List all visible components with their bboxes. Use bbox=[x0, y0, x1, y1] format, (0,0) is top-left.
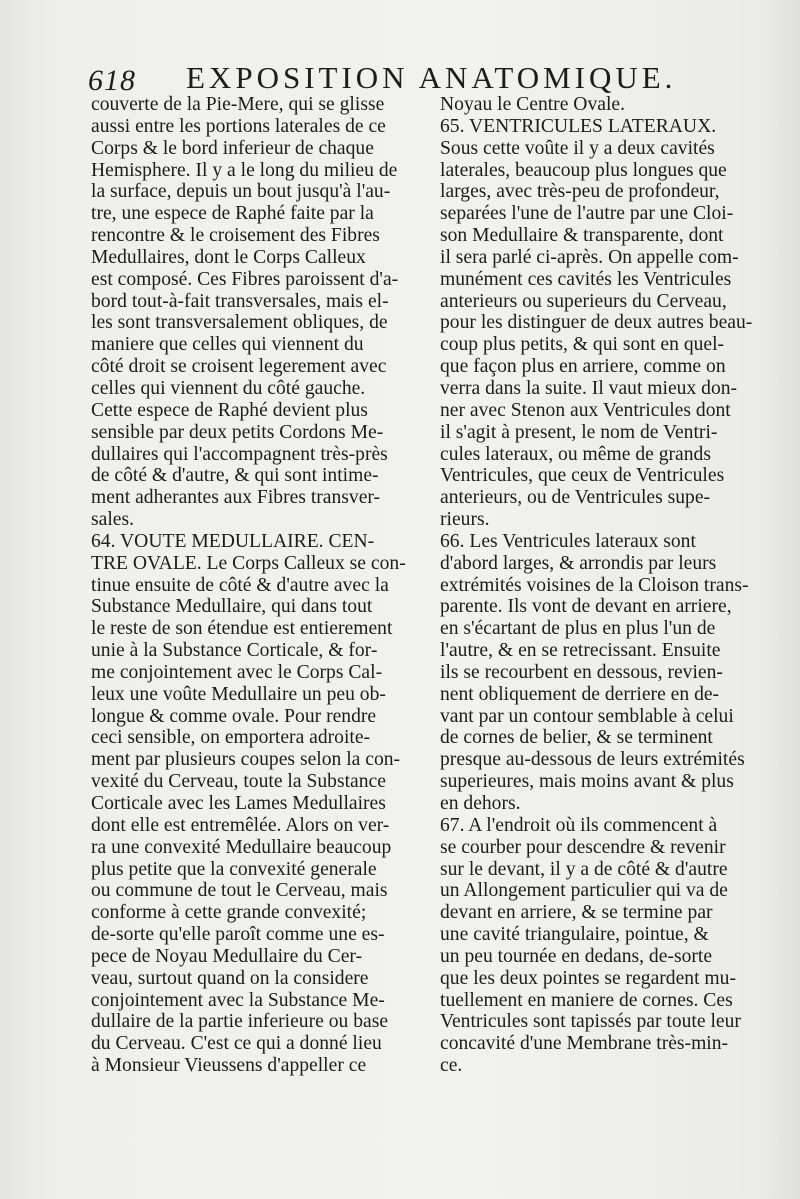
text-line: parente. Ils vont de devant en arriere, bbox=[440, 596, 732, 618]
text-line: sur le devant, il y a de côté & d'autre bbox=[440, 858, 728, 880]
text-line: Substance Medullaire, qui dans tout bbox=[91, 596, 373, 618]
text-line: munément ces cavités les Ventricules bbox=[440, 268, 732, 290]
text-line: est composé. Ces Fibres paroissent d'a- bbox=[91, 268, 399, 290]
text-line: tre, une espece de Raphé faite par la bbox=[91, 203, 374, 225]
text-line: coup plus petits, & qui sont en quel- bbox=[440, 334, 725, 356]
text-line: 64. VOUTE MEDULLAIRE. CEN- bbox=[91, 530, 375, 552]
text-line: nent obliquement de derriere en de- bbox=[440, 683, 720, 705]
text-line: unie à la Substance Corticale, & for- bbox=[91, 640, 378, 662]
text-line: sensible par deux petits Cordons Me- bbox=[91, 421, 384, 443]
text-line: pece de Noyau Medullaire du Cer- bbox=[91, 945, 363, 967]
text-line: superieures, mais moins avant & plus bbox=[440, 771, 734, 793]
text-line: rencontre & le croisement des Fibres bbox=[91, 225, 380, 247]
text-line: tinue ensuite de côté & d'autre avec la bbox=[91, 574, 389, 596]
text-line: un Allongement particulier qui va de bbox=[440, 880, 728, 902]
text-line: ment adherantes aux Fibres transver- bbox=[91, 487, 381, 509]
text-line: le reste de son étendue est entierement bbox=[91, 618, 393, 640]
text-line: veau, surtout quand on la considere bbox=[91, 967, 369, 989]
text-line: à Monsieur Vieussens d'appeller ce bbox=[91, 1055, 367, 1077]
text-line: conjointement avec la Substance Me- bbox=[91, 989, 385, 1011]
page-number: 618 bbox=[88, 64, 136, 97]
text-line: devant en arriere, & se termine par bbox=[440, 902, 713, 924]
text-line: Medullaires, dont le Corps Calleux bbox=[91, 246, 366, 268]
text-line: concavité d'une Membrane très-min- bbox=[440, 1033, 729, 1055]
text-line: de cornes de belier, & se terminent bbox=[440, 727, 713, 749]
page-header bbox=[0, 52, 800, 98]
text-line: tuellement en maniere de cornes. Ces bbox=[440, 989, 733, 1011]
text-line: il s'agit à present, le nom de Ventri- bbox=[440, 421, 718, 443]
text-line: sales. bbox=[91, 509, 134, 531]
text-line: il sera parlé ci-après. On appelle com- bbox=[440, 246, 739, 268]
text-line: en dehors. bbox=[440, 793, 521, 814]
text-line: 65. VENTRICULES LATERAUX. bbox=[440, 115, 717, 137]
text-line: verra dans la suite. Il vaut mieux don- bbox=[440, 377, 738, 399]
text-line: Hemisphere. Il y a le long du milieu de bbox=[91, 159, 398, 181]
text-line: que les deux pointes se regardent mu- bbox=[440, 967, 736, 989]
text-line: de côté & d'autre, & qui sont intime- bbox=[91, 465, 379, 487]
text-line: l'autre, & en se retrecissant. Ensuite bbox=[440, 640, 721, 662]
text-line: 66. Les Ventricules lateraux sont bbox=[440, 530, 696, 552]
text-line: celles qui viennent du côté gauche. bbox=[91, 377, 366, 399]
text-line: anterieurs ou superieurs du Cerveau, bbox=[440, 290, 727, 312]
text-line: un peu tournée en dedans, de-sorte bbox=[440, 945, 713, 967]
text-line: en s'écartant de plus en plus l'un de bbox=[440, 618, 716, 640]
text-line: ils se recourbent en dessous, revien- bbox=[440, 661, 723, 683]
text-line: leux une voûte Medullaire un peu ob- bbox=[91, 683, 386, 705]
text-line: dullaire de la partie inferieure ou base bbox=[91, 1011, 389, 1033]
text-line: pour les distinguer de deux autres beau- bbox=[440, 312, 753, 334]
text-line: maniere que celles qui viennent du bbox=[91, 334, 364, 356]
text-line: côté droit se croisent legerement avec bbox=[91, 356, 387, 378]
text-line: vant par un contour semblable à celui bbox=[440, 705, 734, 727]
text-line: bord tout-à-fait transversales, mais el- bbox=[91, 290, 389, 312]
text-line: une cavité triangulaire, pointue, & bbox=[440, 924, 709, 946]
text-line: separées l'une de l'autre par une Cloi- bbox=[440, 203, 734, 225]
text-line: d'abord larges, & arrondis par leurs bbox=[440, 552, 717, 574]
text-line: Corticale avec les Lames Medullaires bbox=[91, 793, 386, 814]
text-line: dullaires qui l'accompagnent très-près bbox=[91, 443, 388, 465]
text-line: ou commune de tout le Cerveau, mais bbox=[91, 880, 388, 902]
text-line: la surface, depuis un bout jusqu'à l'au- bbox=[91, 181, 391, 203]
text-line: aussi entre les portions laterales de ce bbox=[91, 115, 386, 137]
right-column bbox=[440, 94, 760, 1077]
text-line: de-sorte qu'elle paroît comme une es- bbox=[91, 924, 385, 946]
text-line: couverte de la Pie-Mere, qui se glisse bbox=[91, 94, 385, 115]
text-line: me conjointement avec le Corps Cal- bbox=[91, 661, 383, 683]
text-line: les sont transversalement obliques, de bbox=[91, 312, 388, 334]
text-line: extrémités voisines de la Cloison trans- bbox=[440, 574, 749, 596]
text-line: laterales, beaucoup plus longues que bbox=[440, 159, 727, 181]
text-line: ra une convexité Medullaire beaucoup bbox=[91, 836, 392, 858]
text-line: 67. A l'endroit où ils commencent à bbox=[440, 814, 718, 836]
text-line: larges, avec très-peu de profondeur, bbox=[440, 181, 720, 203]
text-line: ce. bbox=[440, 1055, 463, 1077]
text-line: ment par plusieurs coupes selon la con- bbox=[91, 749, 401, 771]
text-line: se courber pour descendre & revenir bbox=[440, 836, 726, 858]
text-line: anterieurs, ou de Ventricules supe- bbox=[440, 487, 711, 509]
text-line: presque au-dessous de leurs extrémités bbox=[440, 749, 745, 771]
text-line: ceci sensible, on emportera adroite- bbox=[91, 727, 371, 749]
text-line: Cette espece de Raphé devient plus bbox=[91, 399, 368, 421]
text-line: Noyau le Centre Ovale. bbox=[440, 94, 625, 115]
text-line: rieurs. bbox=[440, 509, 490, 531]
text-line: TRE OVALE. Le Corps Calleux se con- bbox=[91, 552, 406, 574]
text-line: du Cerveau. C'est ce qui a donné lieu bbox=[91, 1033, 382, 1055]
text-line: longue & comme ovale. Pour rendre bbox=[91, 705, 377, 727]
text-line: Ventricules sont tapissés par toute leur bbox=[440, 1011, 741, 1033]
text-line: dont elle est entremêlée. Alors on ver- bbox=[91, 814, 390, 836]
running-title: EXPOSITION ANATOMIQUE. bbox=[186, 60, 677, 95]
text-line: que façon plus en arriere, comme on bbox=[440, 356, 726, 378]
text-line: plus petite que la convexité generale bbox=[91, 858, 377, 880]
text-line: vexité du Cerveau, toute la Substance bbox=[91, 771, 386, 793]
text-line: cules lateraux, ou même de grands bbox=[440, 443, 711, 465]
text-line: conforme à cette grande convexité; bbox=[91, 902, 367, 924]
left-column bbox=[91, 94, 411, 1077]
text-line: son Medullaire & transparente, dont bbox=[440, 225, 724, 247]
text-line: Sous cette voûte il y a deux cavités bbox=[440, 137, 715, 159]
text-line: Ventricules, que ceux de Ventricules bbox=[440, 465, 725, 487]
text-line: Corps & le bord inferieur de chaque bbox=[91, 137, 374, 159]
text-line: ner avec Stenon aux Ventricules dont bbox=[440, 399, 731, 421]
